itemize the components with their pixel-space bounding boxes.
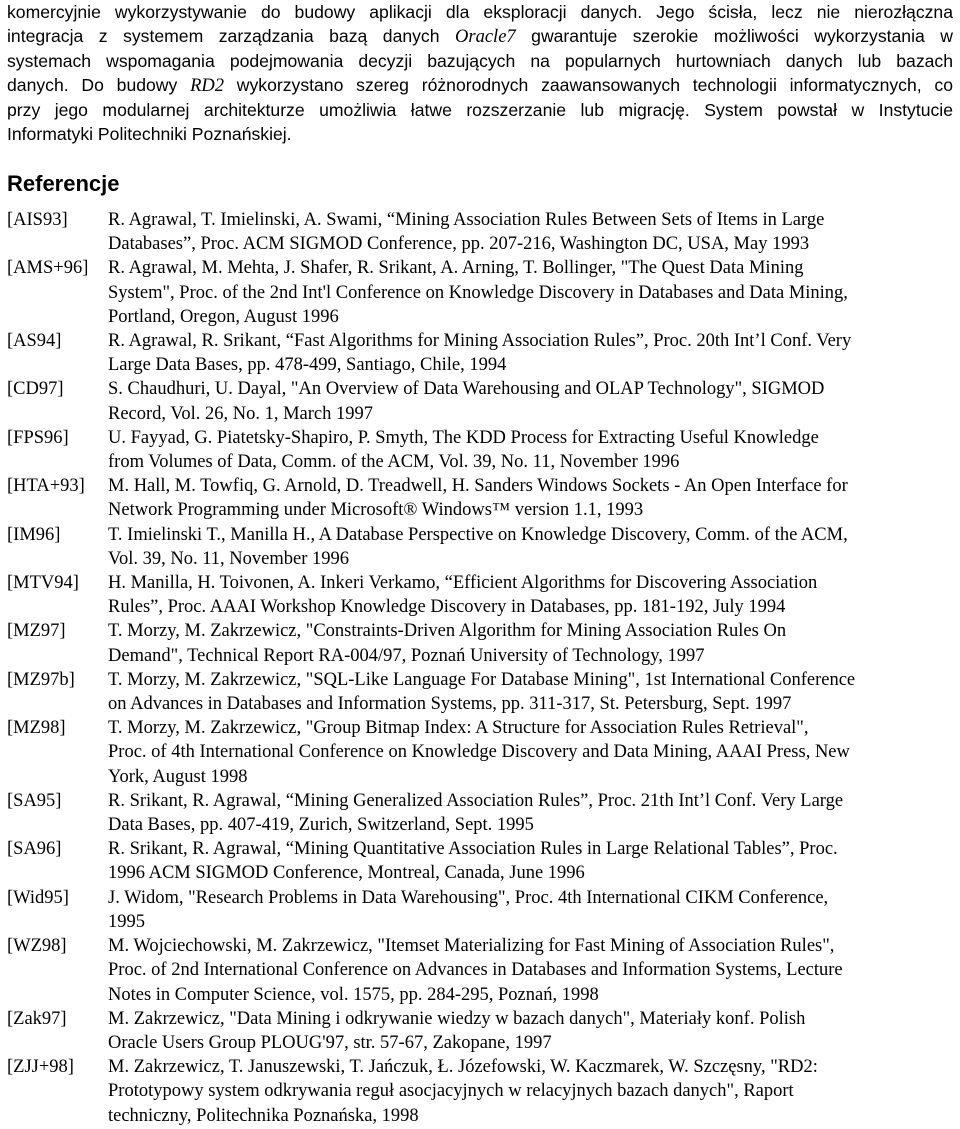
reference-line: M. Zakrzewicz, T. Januszewski, T. Jańczuk, Ł. Józefowski, W. Kaczmarek, W. Szczęsny, "RD2: (108, 1057, 818, 1078)
reference-line: techniczny, Politechnika Poznańska, 1998 (108, 1105, 419, 1126)
reference-line: Large Data Bases, pp. 478-499, Santiago, Chile, 1994 (108, 355, 507, 376)
reference-text (108, 377, 953, 425)
reference-key: [MZ97] (7, 621, 66, 642)
reference-key: [MZ98] (7, 718, 66, 739)
reference-line: Databases”, Proc. ACM SIGMOD Conference, pp. 207-216, Washington DC, USA, May 1993 (108, 234, 810, 255)
reference-key: [CD97] (7, 379, 64, 400)
intro-text: gwarantuje szerokie możliwości wykorzystania w (515, 26, 954, 46)
reference-line: Network Programming under Microsoft® Windows™ version 1.1, 1993 (108, 500, 644, 521)
reference-entry (7, 474, 953, 522)
reference-text (108, 619, 953, 667)
reference-key: [Wid95] (7, 887, 69, 908)
reference-line: Proc. of 2nd International Conference on Advances in Databases and Information Systems, Lecture (108, 960, 843, 981)
reference-text (108, 426, 953, 474)
reference-key: [AS94] (7, 331, 62, 352)
reference-entry (7, 886, 953, 934)
reference-text (108, 934, 953, 1007)
reference-line: T. Imielinski T., Manilla H., A Database Perspective on Knowledge Discovery, Comm. of the ACM, (108, 524, 848, 545)
intro-line: Informatyki Politechniki Poznańskiej. (7, 124, 292, 144)
intro-text: integracja z systemem zarządzania bazą danych (7, 26, 456, 46)
reference-key: [AIS93] (7, 210, 68, 230)
reference-line: 1995 (108, 911, 145, 932)
reference-line: H. Manilla, H. Toivonen, A. Inkeri Verkamo, “Efficient Algorithms for Discovering Association (108, 573, 818, 594)
reference-line: R. Agrawal, T. Imielinski, A. Swami, “Mining Association Rules Between Sets of Items in Large (108, 210, 825, 230)
reference-line: 1996 ACM SIGMOD Conference, Montreal, Canada, June 1996 (108, 863, 585, 884)
intro-line: systemach wspomagania podejmowania decyzji bazujących na popularnych hurtowniach danych lub bazach (7, 51, 953, 71)
reference-text (108, 716, 953, 789)
reference-entry (7, 1007, 953, 1055)
reference-text (108, 1007, 953, 1055)
reference-key: [Zak97] (7, 1008, 67, 1029)
reference-entry (7, 571, 953, 619)
intro-text: wykorzystano szereg różnorodnych zaawansowanych technologii informatycznych, co (224, 75, 954, 95)
reference-entry (7, 619, 953, 667)
reference-key: [MTV94] (7, 573, 79, 594)
reference-entry (7, 1055, 953, 1128)
reference-text (108, 523, 953, 571)
reference-list (7, 208, 953, 1128)
reference-text (108, 571, 953, 619)
reference-line: from Volumes of Data, Comm. of the ACM, Vol. 39, No. 11, November 1996 (108, 452, 680, 473)
reference-text (108, 886, 953, 934)
reference-line: T. Morzy, M. Zakrzewicz, "SQL-Like Language For Database Mining", 1st International Conference (108, 669, 856, 690)
reference-entry (7, 208, 953, 256)
reference-entry (7, 256, 953, 329)
reference-line: Vol. 39, No. 11, November 1996 (108, 548, 349, 569)
reference-line: Prototypowy system odkrywania reguł asocjacyjnych w relacyjnych bazach danych", Raport (108, 1081, 794, 1102)
reference-entry (7, 716, 953, 789)
reference-line: R. Agrawal, R. Srikant, “Fast Algorithms for Mining Association Rules”, Proc. 20th Int’l Conf. Very (108, 331, 852, 352)
reference-entry (7, 377, 953, 425)
reference-text (108, 789, 953, 837)
reference-key: [SA95] (7, 790, 62, 811)
reference-line: R. Agrawal, M. Mehta, J. Shafer, R. Srikant, A. Arning, T. Bollinger, "The Quest Data Mining (108, 258, 804, 279)
reference-text (108, 837, 953, 885)
reference-line: Oracle Users Group PLOUG'97, str. 57-67, Zakopane, 1997 (108, 1032, 552, 1053)
reference-key: [FPS96] (7, 427, 69, 448)
intro-italic-term: RD2 (190, 76, 225, 96)
reference-line: T. Morzy, M. Zakrzewicz, "Group Bitmap Index: A Structure for Association Rules Retrieval", (108, 718, 809, 739)
intro-paragraph (7, 0, 953, 146)
reference-entry (7, 329, 953, 377)
reference-line: R. Srikant, R. Agrawal, “Mining Generalized Association Rules”, Proc. 21th Int’l Conf. Very Large (108, 790, 844, 811)
reference-key: [ZJJ+98] (7, 1057, 74, 1078)
reference-line: Portland, Oregon, August 1996 (108, 306, 339, 327)
reference-line: Demand", Technical Report RA-004/97, Poznań University of Technology, 1997 (108, 645, 705, 666)
reference-entry (7, 426, 953, 474)
reference-key: [IM96] (7, 524, 61, 545)
reference-line: M. Wojciechowski, M. Zakrzewicz, "Itemset Materializing for Fast Mining of Association Rules", (108, 936, 835, 957)
reference-line: M. Zakrzewicz, "Data Mining i odkrywanie wiedzy w bazach danych", Materiały konf. Polish (108, 1008, 806, 1029)
reference-entry (7, 789, 953, 837)
reference-text (108, 208, 953, 256)
reference-line: U. Fayyad, G. Piatetsky-Shapiro, P. Smyth, The KDD Process for Extracting Useful Knowledge (108, 427, 819, 448)
reference-key: [WZ98] (7, 936, 67, 957)
reference-entry (7, 934, 953, 1007)
reference-line: Rules”, Proc. AAAI Workshop Knowledge Discovery in Databases, pp. 181-192, July 1994 (108, 597, 786, 618)
reference-line: J. Widom, "Research Problems in Data Warehousing", Proc. 4th International CIKM Conference, (108, 887, 829, 908)
intro-line (7, 73, 953, 98)
intro-line: przy jego modularnej architekturze umożliwia łatwe rozszerzanie lub migrację. System powstał w Instytucie (7, 100, 953, 120)
reference-key: [AMS+96] (7, 258, 89, 279)
reference-line: M. Hall, M. Towfiq, G. Arnold, D. Treadwell, H. Sanders Windows Sockets - An Open Interface for (108, 476, 848, 497)
section-heading: Referencje (7, 171, 120, 196)
reference-line: Data Bases, pp. 407-419, Zurich, Switzerland, Sept. 1995 (108, 815, 534, 836)
intro-italic-term: Oracle7 (455, 27, 516, 47)
reference-line: York, August 1998 (108, 766, 248, 787)
reference-text (108, 668, 953, 716)
reference-line: S. Chaudhuri, U. Dayal, "An Overview of Data Warehousing and OLAP Technology", SIGMOD (108, 379, 825, 400)
reference-text (108, 256, 953, 329)
reference-key: [MZ97b] (7, 669, 75, 690)
reference-line: Record, Vol. 26, No. 1, March 1997 (108, 403, 373, 424)
reference-key: [HTA+93] (7, 476, 85, 497)
reference-text (108, 1055, 953, 1128)
reference-entry (7, 523, 953, 571)
reference-line: System", Proc. of the 2nd Int'l Conference on Knowledge Discovery in Databases and Data Mining, (108, 282, 848, 303)
reference-line: Notes in Computer Science, vol. 1575, pp. 284-295, Poznań, 1998 (108, 984, 599, 1005)
reference-text (108, 474, 953, 522)
reference-key: [SA96] (7, 839, 62, 860)
intro-line: komercyjnie wykorzystywanie do budowy aplikacji dla eksploracji danych. Jego ścisła, lecz nie nierozłączna (7, 2, 953, 22)
reference-line: on Advances in Databases and Information Systems, pp. 311-317, St. Petersburg, Sept. 1997 (108, 694, 792, 715)
reference-line: T. Morzy, M. Zakrzewicz, "Constraints-Driven Algorithm for Mining Association Rules On (108, 621, 787, 642)
intro-line (7, 24, 953, 49)
reference-entry (7, 668, 953, 716)
reference-text (108, 329, 953, 377)
intro-text: danych. Do budowy (7, 75, 191, 95)
reference-line: Proc. of 4th International Conference on Knowledge Discovery and Data Mining, AAAI Press, New (108, 742, 850, 763)
reference-line: R. Srikant, R. Agrawal, “Mining Quantitative Association Rules in Large Relational Tables”, Proc. (108, 839, 838, 860)
reference-entry (7, 837, 953, 885)
